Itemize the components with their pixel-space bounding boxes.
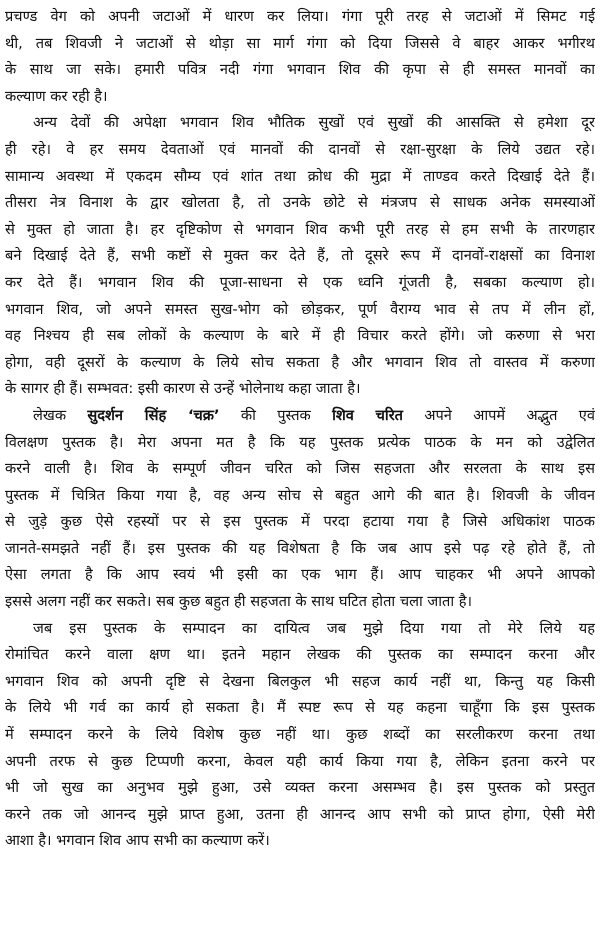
text-line: सामान्य अवस्था में एकदम सौम्य एवं शांत तथा क्रोध की मुद्रा में ताण्डव करते दिखाई देते हैं। [5,167,595,185]
text-line: के साथ जा सके। हमारी पवित्र नदी गंगा भगवान शिव की कृपा से ही समस्त मानवों का [5,61,595,79]
text-line: करने वाली है। शिव के सम्पूर्ण जीवन चरित को जिस सहजता और सरलता के साथ इस [5,460,595,478]
text-line: भगवान शिव, जो अपने समस्त सुख-भोग को छोड़कर, पूर्ण वैराग्य भाव से तप में लीन हों, [5,300,595,318]
text-line: ऐसा लगता है कि आप स्वयं भी इसी का एक भाग हैं। आप चाहकर भी अपने आपको [5,566,595,584]
text-line: भी जो सुख का अनुभव मुझे हुआ, उसे व्यक्त करना असम्भव है। इस पुस्तक को प्रस्तुत [5,779,595,797]
text-line: ही रहे। वे हर समय देवताओं एवं मानवों की दानवों से रक्षा-सुरक्षा के लिये उद्यत रहे। [5,140,595,158]
text-line: जब इस पुस्तक के सम्पादन का दायित्व जब मुझे दिया गया तो मेरे लिये यह [33,619,595,637]
text-line: प्रचण्ड वेग को अपनी जटाओं में धारण कर लिया। गंगा पूरी तरह से जटाओं में सिमट गई [5,8,595,25]
text-line: के सागर ही हैं। सम्भवत: इसी कारण से उन्हें भोलेनाथ कहा जाता है। [5,380,361,398]
text-line: भगवान शिव को अपनी दृष्टि से देखना बिलकुल भी सहज कार्य नहीं था, किन्तु यह किसी [5,672,595,690]
paragraph-editor-note [5,616,595,855]
text-line: बने दिखाई देते हैं, सभी कष्टों से मुक्त कर देते हैं, तो दूसरे रूप में दानवों-राक्षसों का विनाश [5,247,595,265]
text-line: विलक्षण पुस्तक है। मेरा अपना मत है कि यह पुस्तक प्रत्येक पाठक के मन को उद्वेलित [5,433,595,451]
author-name: सुदर्शन सिंह ‘चक्र’ [87,406,220,424]
book-title: शिव चरित [332,406,403,424]
text-line: से मुक्त हो जाता है। हर दृष्टिकोण से भगवान शिव कभी पूरी तरह से हम सभी के तारणहार [5,220,595,238]
text-fragment: की पुस्तक [219,406,333,424]
text-line: अन्य देवों की अपेक्षा भगवान शिव भौतिक सुखों एवं सुखों की आसक्ति से हमेशा दूर [33,114,595,132]
text-line: रोमांचित करने वाला क्षण था। इतने महान लेखक की पुस्तक का सम्पादन करना और [5,646,595,664]
text-line: होगा, वही दूसरों के कल्याण के लिये सोच सकता है और भगवान शिव तो वास्तव में करुणा [5,353,595,371]
text-line: कर देते हैं। भगवान शिव की पूजा-साधना से एक ध्वनि गूंजती है, सबका कल्याण हो। [5,273,595,291]
paragraph-ganga [5,4,595,110]
text-line-with-highlights [5,403,595,430]
text-line: कल्याण कर रही है। [5,87,108,105]
text-fragment: लेखक [33,406,88,424]
text-line: वह निश्चय ही सब लोकों के कल्याण के बारे में ही विचार करते होंगे। जो करुणा से भरा [5,327,595,345]
paragraph-shiva-qualities [5,110,595,403]
text-line: के लिये भी गर्व का कार्य हो सकता है। मैं स्पष्ट रूप से यह कहना चाहूँगा कि इस पुस्तक [5,699,595,717]
text-fragment: अपने आपमें अद्भुत एवं [403,406,595,424]
text-line: इससे अलग नहीं कर सकते। सब कुछ बहुत ही सहजता के साथ घटित होता चला जाता है। [5,593,473,611]
text-line: जानते-समझते नहीं हैं। इस पुस्तक की यह विशेषता है कि जब आप इसे पढ़ रहे होते हैं, तो [5,539,595,557]
text-line: से जुड़े कुछ ऐसे रहस्यों पर से इस पुस्तक में परदा हटाया गया है जिसे अधिकांश पाठक [5,513,595,531]
paragraph-book-review [5,403,595,616]
text-line: पुस्तक में चित्रित किया गया है, वह अन्य सोच से बहुत आगे की बात है। शिवजी के जीवन [5,486,595,504]
text-line: आशा है। भगवान शिव आप सभी का कल्याण करें। [5,832,270,850]
text-line: अपनी तरफ से कुछ टिप्पणी करना, केवल यही कार्य किया गया है, लेकिन इतना करने पर [5,752,595,770]
text-line: तीसरा नेत्र विनाश के द्वार खोलता है, तो उनके छोटे से मंत्रजप से साधक अनेक समस्याओं [5,194,595,212]
text-line: करने तक जो आनन्द मुझे प्राप्त हुआ, उतना ही आनन्द आप सभी को प्राप्त होगा, ऐसी मेरी [5,805,595,823]
text-line: थी, तब शिवजी ने जटाओं से थोड़ा सा मार्ग गंगा को दिया जिससे वे बाहर आकर भगीरथ [5,34,595,52]
text-line: में सम्पादन करने के लिये विशेष कुछ नहीं था। कुछ शब्दों का सरलीकरण करना तथा [5,726,595,744]
